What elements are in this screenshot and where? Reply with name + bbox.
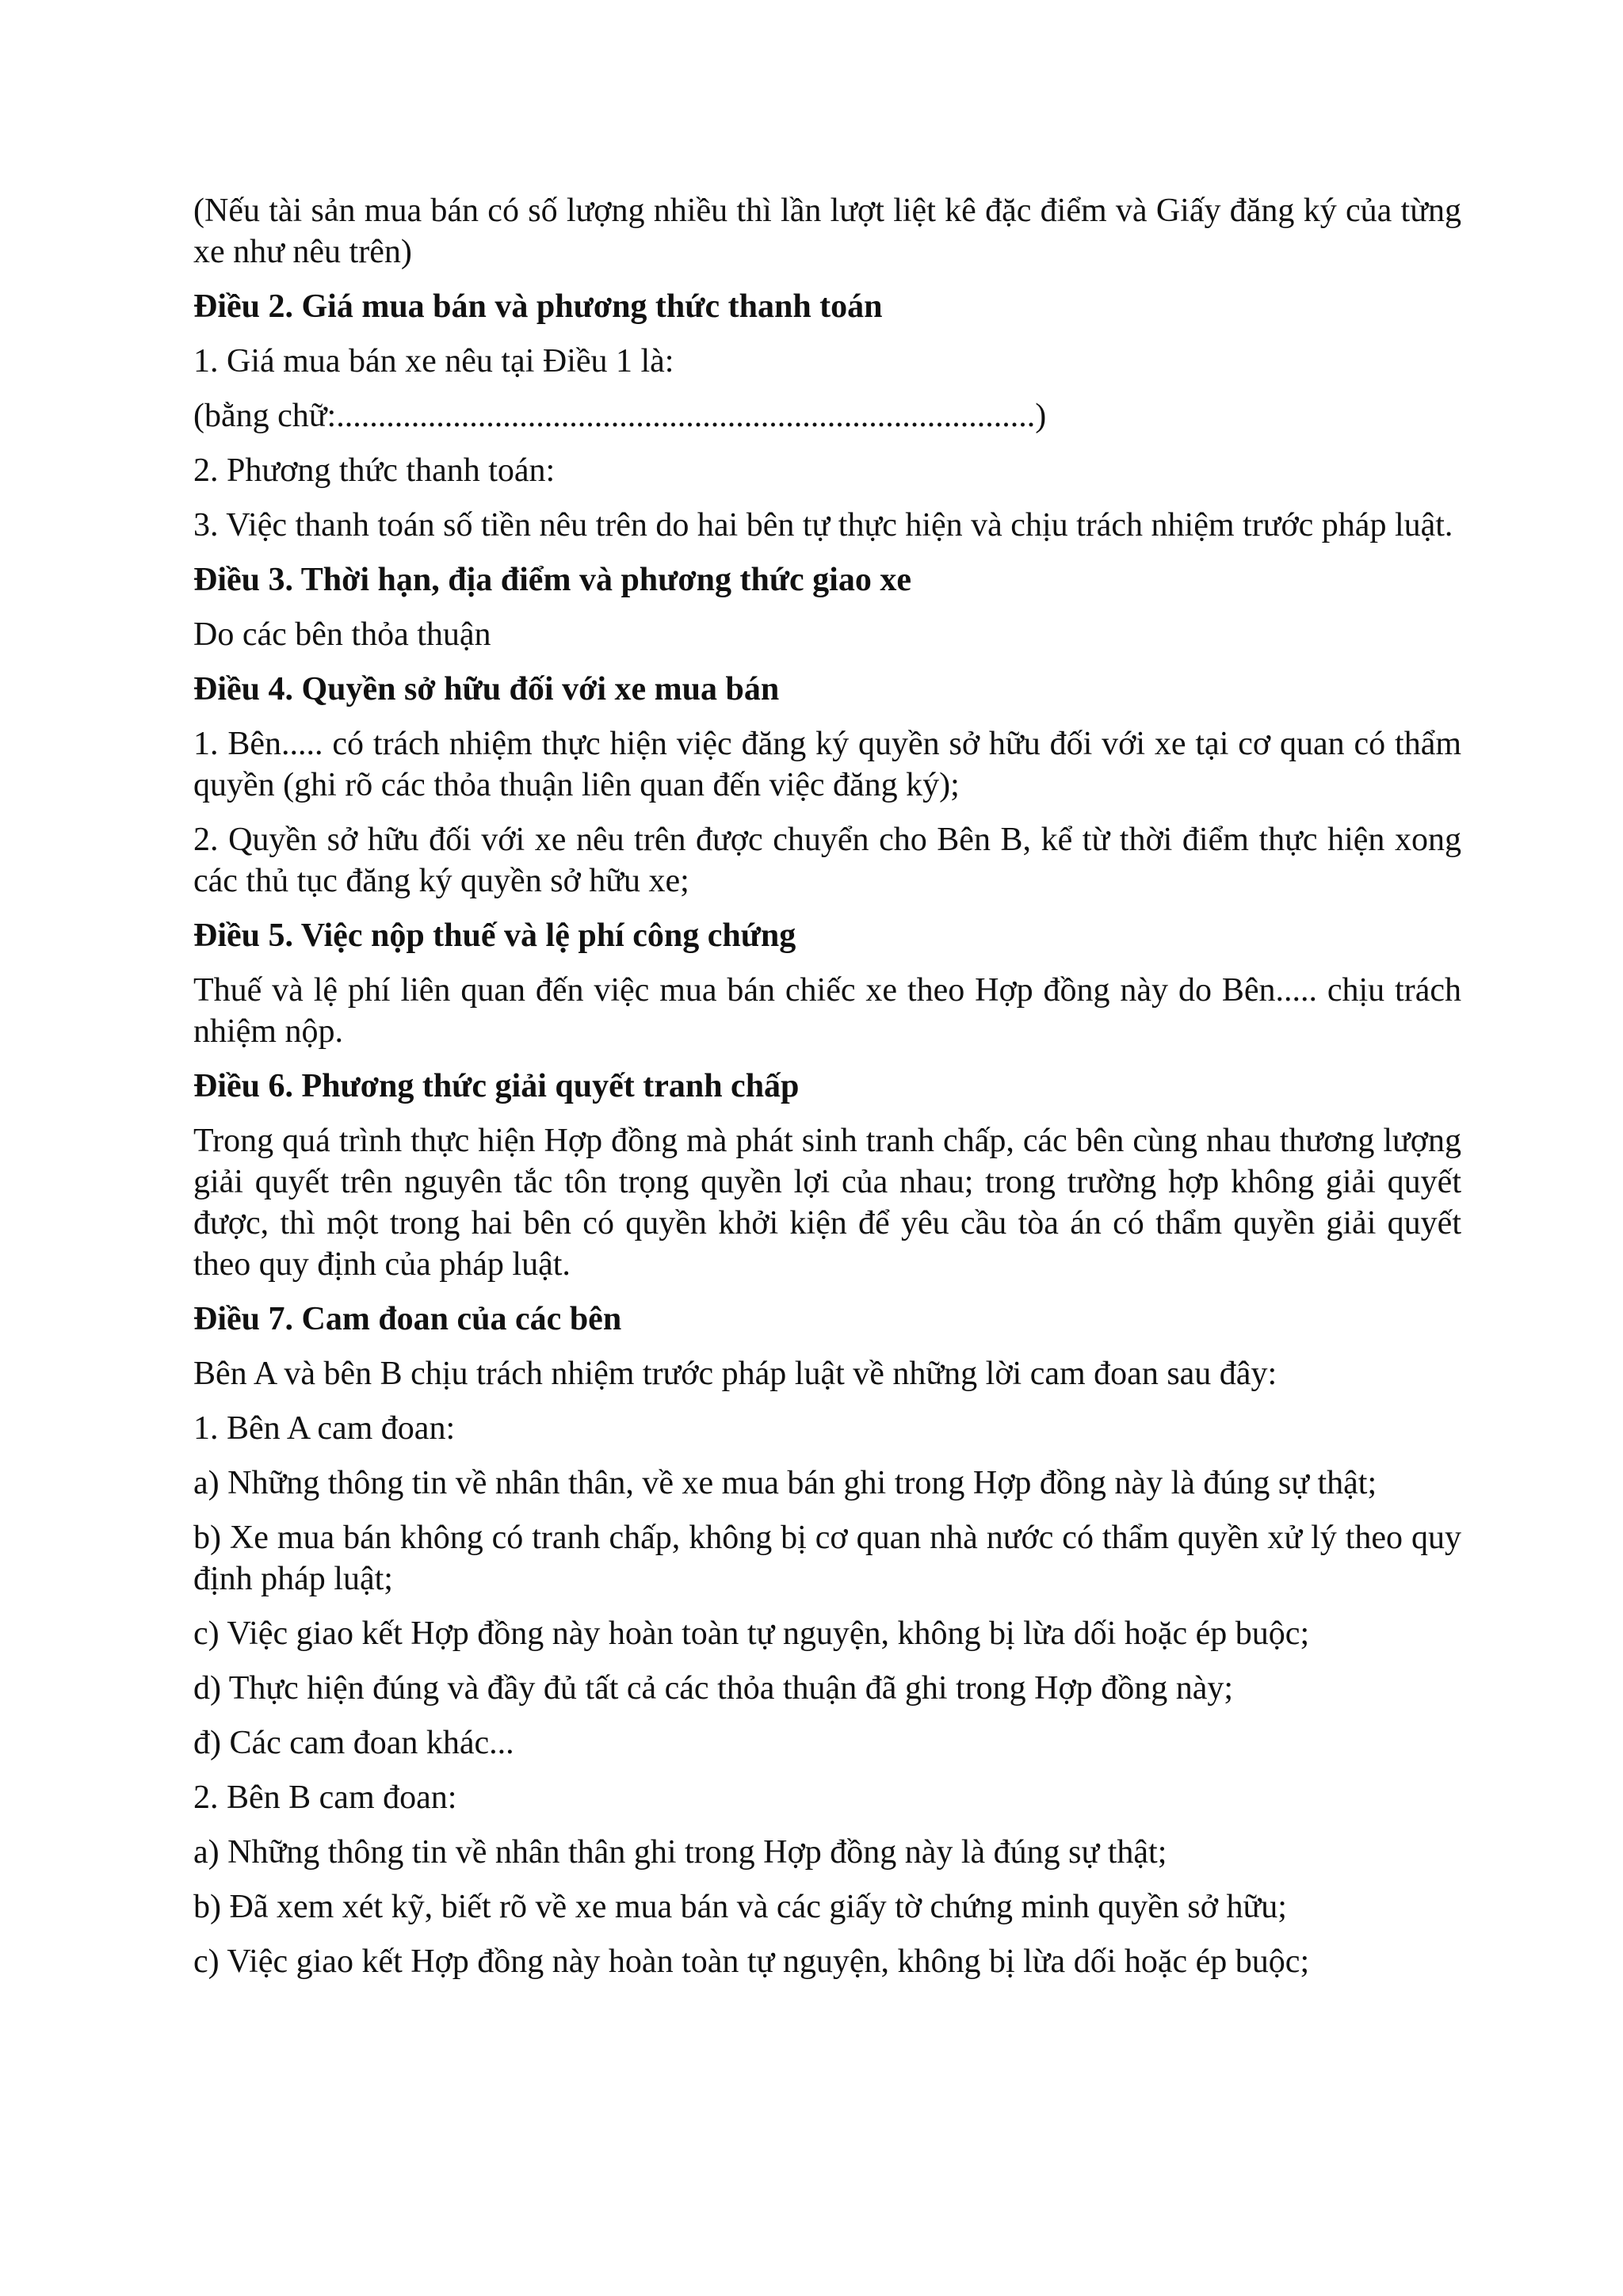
paragraph-delivery-agreement: Do các bên thỏa thuận <box>193 616 491 653</box>
heading-article-3: Điều 3. Thời hạn, địa điểm và phương thức giao xe <box>193 562 911 598</box>
paragraph-party-a-item-dd: đ) Các cam đoan khác... <box>193 1725 514 1761</box>
paragraph-dispute-resolution: Trong quá trình thực hiện Hợp đồng mà phát sinh tranh chấp, các bên cùng nhau thương lượng giải quyết trên nguyên tắc tôn trọng quyền lợi của nhau; trong trường hợp không giải quyết được, thì một trong hai bên có quyền khởi kiện để yêu cầu tòa án có thẩm quyền giải quyết theo quy định của pháp luật. <box>193 1123 1461 1283</box>
paragraph-party-b-item-a: a) Những thông tin về nhân thân ghi trong Hợp đồng này là đúng sự thật; <box>193 1834 1167 1871</box>
heading-article-2: Điều 2. Giá mua bán và phương thức thanh toán <box>193 288 883 325</box>
paragraph-ownership-registration: 1. Bên..... có trách nhiệm thực hiện việc đăng ký quyền sở hữu đối với xe tại cơ quan có thẩm quyền (ghi rõ các thỏa thuận liên quan đến việc đăng ký); <box>193 726 1461 803</box>
paragraph-price: 1. Giá mua bán xe nêu tại Điều 1 là: <box>193 343 674 379</box>
paragraph-party-b-item-c: c) Việc giao kết Hợp đồng này hoàn toàn tự nguyện, không bị lừa dối hoặc ép buộc; <box>193 1943 1310 1980</box>
paragraph-payment-method: 2. Phương thức thanh toán: <box>193 452 556 489</box>
paragraph-party-b-item-b: b) Đã xem xét kỹ, biết rõ về xe mua bán và các giấy tờ chứng minh quyền sở hữu; <box>193 1889 1287 1925</box>
paragraph-price-in-words: (bằng chữ:....................................................................................) <box>193 398 1047 434</box>
paragraph-taxes-fees: Thuế và lệ phí liên quan đến việc mua bán chiếc xe theo Hợp đồng này do Bên..... chịu trách nhiệm nộp. <box>193 972 1461 1050</box>
paragraph-payment-responsibility: 3. Việc thanh toán số tiền nêu trên do hai bên tự thực hiện và chịu trách nhiệm trước pháp luật. <box>193 507 1453 543</box>
heading-article-7: Điều 7. Cam đoan của các bên <box>193 1301 622 1337</box>
paragraph-commitments-intro: Bên A và bên B chịu trách nhiệm trước pháp luật về những lời cam đoan sau đây: <box>193 1356 1277 1392</box>
paragraph-ownership-transfer: 2. Quyền sở hữu đối với xe nêu trên được chuyển cho Bên B, kể từ thời điểm thực hiện xong các thủ tục đăng ký quyền sở hữu xe; <box>193 822 1461 899</box>
heading-article-4: Điều 4. Quyền sở hữu đối với xe mua bán <box>193 671 780 707</box>
document-page <box>193 190 1461 1996</box>
paragraph-party-a-item-a: a) Những thông tin về nhân thân, về xe mua bán ghi trong Hợp đồng này là đúng sự thật; <box>193 1465 1377 1501</box>
paragraph-party-a-item-b: b) Xe mua bán không có tranh chấp, không bị cơ quan nhà nước có thẩm quyền xử lý theo quy định pháp luật; <box>193 1520 1461 1597</box>
paragraph-party-a-commits: 1. Bên A cam đoan: <box>193 1410 456 1447</box>
paragraph-party-a-item-c: c) Việc giao kết Hợp đồng này hoàn toàn tự nguyện, không bị lừa dối hoặc ép buộc; <box>193 1615 1310 1652</box>
paragraph-note-multiple-vehicles: (Nếu tài sản mua bán có số lượng nhiều thì lần lượt liệt kê đặc điểm và Giấy đăng ký của từng xe như nêu trên) <box>193 193 1461 270</box>
paragraph-party-b-commits: 2. Bên B cam đoan: <box>193 1779 457 1816</box>
heading-article-5: Điều 5. Việc nộp thuế và lệ phí công chứng <box>193 917 796 954</box>
heading-article-6: Điều 6. Phương thức giải quyết tranh chấp <box>193 1068 800 1104</box>
paragraph-party-a-item-d: d) Thực hiện đúng và đầy đủ tất cả các thỏa thuận đã ghi trong Hợp đồng này; <box>193 1670 1234 1707</box>
